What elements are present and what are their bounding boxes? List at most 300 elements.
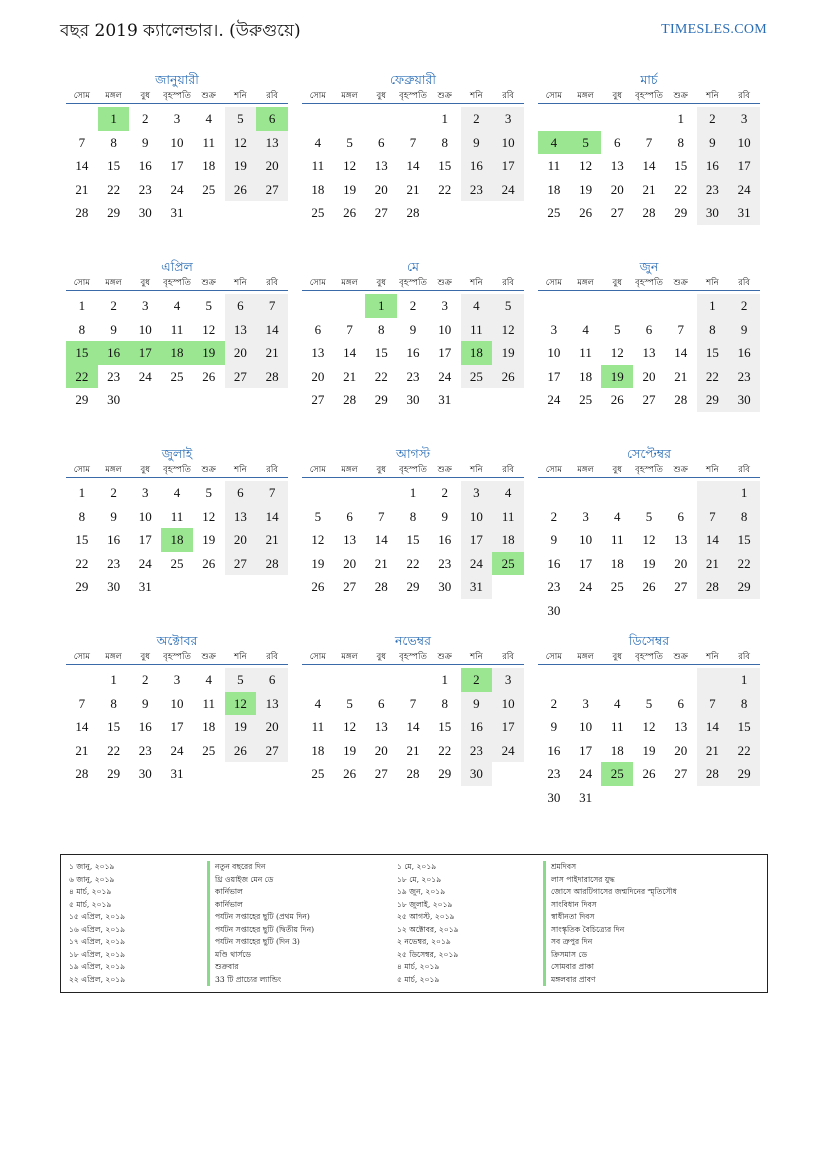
day-cell[interactable]: 11	[311, 719, 325, 734]
day-cell[interactable]: 13	[374, 158, 388, 173]
day-cell[interactable]: 30	[138, 205, 152, 220]
day-cell[interactable]: 24	[728, 178, 760, 202]
day-cell[interactable]: 21	[697, 552, 729, 576]
day-cell[interactable]: 7	[409, 134, 417, 150]
day-cell[interactable]: 9	[110, 508, 117, 524]
day-cell[interactable]: 21	[406, 742, 420, 758]
day-cell[interactable]: 6	[378, 134, 385, 150]
holiday-day-cell[interactable]: 1	[365, 294, 397, 318]
day-cell[interactable]: 25	[311, 205, 325, 220]
day-cell[interactable]: 6	[256, 668, 288, 692]
day-cell[interactable]: 16	[438, 532, 452, 547]
day-cell[interactable]: 20	[256, 715, 288, 739]
day-cell[interactable]: 31	[728, 201, 760, 225]
day-cell[interactable]: 30	[107, 579, 121, 594]
day-cell[interactable]: 9	[142, 695, 149, 711]
day-cell[interactable]: 2	[142, 111, 149, 126]
day-cell[interactable]: 10	[138, 321, 152, 337]
day-cell[interactable]: 28	[697, 575, 729, 599]
day-cell[interactable]: 14	[697, 715, 729, 739]
day-cell[interactable]: 23	[728, 365, 760, 389]
day-cell[interactable]: 7	[645, 134, 653, 150]
day-cell[interactable]: 1	[441, 672, 448, 687]
day-cell[interactable]: 25	[547, 205, 561, 220]
day-cell[interactable]: 6	[225, 294, 257, 318]
day-cell[interactable]: 3	[550, 321, 558, 337]
day-cell[interactable]: 6	[645, 321, 653, 337]
day-cell[interactable]: 9	[550, 719, 558, 734]
day-cell[interactable]: 16	[138, 158, 152, 173]
day-cell[interactable]: 28	[75, 205, 89, 220]
day-cell[interactable]: 14	[406, 719, 420, 734]
day-cell[interactable]: 19	[492, 341, 524, 365]
day-cell[interactable]: 16	[461, 715, 493, 739]
holiday-day-cell[interactable]: 15	[66, 341, 98, 365]
day-cell[interactable]: 6	[614, 134, 621, 150]
holiday-day-cell[interactable]: 18	[161, 528, 193, 552]
day-cell[interactable]: 30	[728, 388, 760, 412]
day-cell[interactable]: 27	[225, 365, 257, 389]
day-cell[interactable]: 27	[674, 579, 688, 594]
day-cell[interactable]: 9	[461, 131, 493, 155]
day-cell[interactable]: 8	[110, 695, 117, 711]
day-cell[interactable]: 13	[225, 505, 257, 529]
day-cell[interactable]: 16	[461, 154, 493, 178]
holiday-day-cell[interactable]: 19	[193, 341, 225, 365]
day-cell[interactable]: 15	[406, 532, 420, 547]
day-cell[interactable]: 12	[579, 158, 593, 173]
day-cell[interactable]: 13	[642, 345, 656, 360]
day-cell[interactable]: 11	[611, 532, 624, 547]
day-cell[interactable]: 27	[256, 739, 288, 763]
day-cell[interactable]: 9	[409, 321, 417, 337]
day-cell[interactable]: 24	[138, 368, 152, 384]
day-cell[interactable]: 15	[674, 158, 688, 173]
day-cell[interactable]: 12	[492, 318, 524, 342]
day-cell[interactable]: 17	[492, 715, 524, 739]
day-cell[interactable]: 20	[374, 181, 388, 197]
day-cell[interactable]: 24	[170, 181, 184, 197]
day-cell[interactable]: 8	[677, 134, 684, 150]
day-cell[interactable]: 19	[343, 742, 357, 758]
day-cell[interactable]: 2	[409, 298, 417, 313]
day-cell[interactable]: 14	[642, 158, 656, 173]
day-cell[interactable]: 6	[346, 508, 353, 524]
day-cell[interactable]: 3	[582, 695, 589, 711]
day-cell[interactable]: 2	[697, 107, 729, 131]
day-cell[interactable]: 22	[438, 181, 452, 197]
day-cell[interactable]: 20	[674, 742, 688, 758]
day-cell[interactable]: 3	[173, 111, 181, 126]
day-cell[interactable]: 23	[697, 178, 729, 202]
day-cell[interactable]: 24	[579, 579, 593, 594]
day-cell[interactable]: 5	[614, 321, 621, 337]
day-cell[interactable]: 25	[311, 766, 325, 781]
day-cell[interactable]: 2	[728, 294, 760, 318]
day-cell[interactable]: 8	[441, 695, 448, 711]
day-cell[interactable]: 9	[110, 321, 117, 337]
day-cell[interactable]: 16	[728, 341, 760, 365]
day-cell[interactable]: 20	[225, 528, 257, 552]
holiday-day-cell[interactable]: 1	[98, 107, 130, 131]
day-cell[interactable]: 27	[674, 766, 688, 781]
day-cell[interactable]: 23	[461, 739, 493, 763]
day-cell[interactable]: 11	[202, 134, 215, 150]
day-cell[interactable]: 27	[343, 579, 357, 594]
day-cell[interactable]: 25	[170, 555, 184, 571]
day-cell[interactable]: 14	[674, 345, 688, 360]
day-cell[interactable]: 31	[138, 579, 152, 594]
day-cell[interactable]: 16	[107, 532, 121, 547]
day-cell[interactable]: 15	[438, 158, 452, 173]
day-cell[interactable]: 28	[674, 392, 688, 407]
day-cell[interactable]: 19	[579, 181, 593, 197]
day-cell[interactable]: 20	[311, 368, 325, 384]
day-cell[interactable]: 20	[610, 181, 624, 197]
day-cell[interactable]: 20	[225, 341, 257, 365]
day-cell[interactable]: 10	[170, 134, 184, 150]
day-cell[interactable]: 12	[311, 532, 325, 547]
day-cell[interactable]: 27	[374, 766, 388, 781]
day-cell[interactable]: 13	[256, 692, 288, 716]
day-cell[interactable]: 30	[107, 392, 121, 407]
holiday-day-cell[interactable]: 16	[98, 341, 130, 365]
day-cell[interactable]: 7	[697, 692, 729, 716]
day-cell[interactable]: 19	[343, 181, 357, 197]
day-cell[interactable]: 26	[492, 365, 524, 389]
day-cell[interactable]: 19	[642, 555, 656, 571]
day-cell[interactable]: 28	[343, 392, 357, 407]
day-cell[interactable]: 8	[78, 508, 86, 524]
day-cell[interactable]: 13	[610, 158, 624, 173]
day-cell[interactable]: 2	[110, 298, 117, 313]
day-cell[interactable]: 20	[642, 368, 656, 384]
day-cell[interactable]: 21	[697, 739, 729, 763]
day-cell[interactable]: 28	[256, 552, 288, 576]
day-cell[interactable]: 21	[343, 368, 357, 384]
day-cell[interactable]: 12	[642, 532, 656, 547]
day-cell[interactable]: 20	[374, 742, 388, 758]
day-cell[interactable]: 8	[441, 134, 448, 150]
day-cell[interactable]: 4	[614, 508, 621, 524]
day-cell[interactable]: 26	[202, 555, 216, 571]
day-cell[interactable]: 17	[138, 532, 152, 547]
day-cell[interactable]: 8	[728, 692, 760, 716]
holiday-day-cell[interactable]: 18	[461, 341, 493, 365]
day-cell[interactable]: 27	[642, 392, 656, 407]
day-cell[interactable]: 8	[409, 508, 417, 524]
day-cell[interactable]: 29	[674, 205, 688, 220]
day-cell[interactable]: 14	[256, 318, 288, 342]
day-cell[interactable]: 8	[110, 134, 117, 150]
day-cell[interactable]: 1	[728, 481, 760, 505]
day-cell[interactable]: 15	[107, 158, 121, 173]
day-cell[interactable]: 25	[170, 368, 184, 384]
day-cell[interactable]: 1	[409, 485, 417, 500]
day-cell[interactable]: 22	[438, 742, 452, 758]
day-cell[interactable]: 28	[256, 365, 288, 389]
day-cell[interactable]: 26	[225, 178, 257, 202]
day-cell[interactable]: 29	[406, 579, 420, 594]
day-cell[interactable]: 15	[728, 715, 760, 739]
day-cell[interactable]: 29	[107, 766, 121, 781]
holiday-day-cell[interactable]: 4	[538, 131, 570, 155]
day-cell[interactable]: 18	[202, 158, 216, 173]
day-cell[interactable]: 9	[697, 131, 729, 155]
day-cell[interactable]: 21	[674, 368, 688, 384]
day-cell[interactable]: 2	[110, 485, 117, 500]
day-cell[interactable]: 17	[492, 154, 524, 178]
day-cell[interactable]: 17	[170, 158, 184, 173]
day-cell[interactable]: 23	[107, 368, 121, 384]
day-cell[interactable]: 11	[611, 719, 624, 734]
day-cell[interactable]: 17	[461, 528, 493, 552]
day-cell[interactable]: 9	[728, 318, 760, 342]
day-cell[interactable]: 15	[107, 719, 121, 734]
day-cell[interactable]: 3	[492, 107, 524, 131]
day-cell[interactable]: 18	[610, 555, 624, 571]
day-cell[interactable]: 14	[697, 528, 729, 552]
day-cell[interactable]: 23	[138, 742, 152, 758]
day-cell[interactable]: 10	[547, 345, 561, 360]
day-cell[interactable]: 3	[142, 485, 149, 500]
day-cell[interactable]: 13	[311, 345, 325, 360]
day-cell[interactable]: 29	[107, 205, 121, 220]
day-cell[interactable]: 27	[610, 205, 624, 220]
day-cell[interactable]: 1	[78, 485, 86, 500]
brand-link[interactable]: TIMESLES.COM	[661, 22, 767, 37]
day-cell[interactable]: 5	[205, 298, 212, 313]
day-cell[interactable]: 13	[374, 719, 388, 734]
day-cell[interactable]: 9	[550, 532, 558, 547]
day-cell[interactable]: 21	[256, 528, 288, 552]
day-cell[interactable]: 22	[107, 742, 121, 758]
day-cell[interactable]: 5	[645, 508, 653, 524]
day-cell[interactable]: 10	[492, 131, 524, 155]
day-cell[interactable]: 4	[205, 111, 212, 126]
day-cell[interactable]: 28	[642, 205, 656, 220]
day-cell[interactable]: 11	[170, 508, 184, 524]
day-cell[interactable]: 21	[642, 181, 656, 197]
holiday-day-cell[interactable]: 25	[601, 762, 633, 786]
day-cell[interactable]: 5	[205, 485, 212, 500]
day-cell[interactable]: 30	[697, 201, 729, 225]
day-cell[interactable]: 6	[225, 481, 257, 505]
day-cell[interactable]: 5	[492, 294, 524, 318]
day-cell[interactable]: 19	[311, 555, 325, 571]
day-cell[interactable]: 25	[610, 579, 624, 594]
day-cell[interactable]: 17	[547, 368, 561, 384]
day-cell[interactable]: 3	[441, 298, 448, 313]
day-cell[interactable]: 14	[406, 158, 420, 173]
day-cell[interactable]: 4	[461, 294, 493, 318]
day-cell[interactable]: 7	[677, 321, 684, 337]
day-cell[interactable]: 26	[343, 205, 357, 220]
day-cell[interactable]: 12	[202, 321, 216, 337]
day-cell[interactable]: 1	[728, 668, 760, 692]
day-cell[interactable]: 24	[461, 552, 493, 576]
day-cell[interactable]: 12	[343, 158, 357, 173]
day-cell[interactable]: 24	[492, 178, 524, 202]
day-cell[interactable]: 16	[547, 555, 561, 571]
day-cell[interactable]: 6	[314, 321, 322, 337]
day-cell[interactable]: 7	[409, 695, 417, 711]
day-cell[interactable]: 20	[256, 154, 288, 178]
day-cell[interactable]: 8	[728, 505, 760, 529]
day-cell[interactable]: 19	[202, 532, 216, 547]
day-cell[interactable]: 26	[343, 766, 357, 781]
day-cell[interactable]: 30	[461, 762, 493, 786]
day-cell[interactable]: 13	[674, 719, 688, 734]
day-cell[interactable]: 2	[142, 672, 149, 687]
day-cell[interactable]: 2	[550, 695, 558, 711]
day-cell[interactable]: 4	[173, 298, 181, 313]
day-cell[interactable]: 31	[438, 392, 452, 407]
day-cell[interactable]: 13	[674, 532, 688, 547]
day-cell[interactable]: 21	[256, 341, 288, 365]
day-cell[interactable]: 6	[677, 508, 684, 524]
day-cell[interactable]: 7	[256, 294, 288, 318]
day-cell[interactable]: 16	[697, 154, 729, 178]
day-cell[interactable]: 7	[346, 321, 353, 337]
day-cell[interactable]: 6	[677, 695, 684, 711]
day-cell[interactable]: 9	[142, 134, 149, 150]
day-cell[interactable]: 4	[205, 672, 212, 687]
day-cell[interactable]: 25	[579, 392, 593, 407]
day-cell[interactable]: 2	[461, 107, 493, 131]
day-cell[interactable]: 3	[173, 672, 181, 687]
day-cell[interactable]: 7	[256, 481, 288, 505]
day-cell[interactable]: 14	[75, 158, 89, 173]
day-cell[interactable]: 12	[343, 719, 357, 734]
day-cell[interactable]: 15	[374, 345, 388, 360]
day-cell[interactable]: 22	[728, 552, 760, 576]
day-cell[interactable]: 29	[728, 762, 760, 786]
day-cell[interactable]: 10	[138, 508, 152, 524]
day-cell[interactable]: 8	[697, 318, 729, 342]
day-cell[interactable]: 18	[311, 742, 325, 758]
day-cell[interactable]: 21	[374, 555, 388, 571]
day-cell[interactable]: 24	[579, 766, 593, 781]
day-cell[interactable]: 23	[547, 766, 561, 781]
day-cell[interactable]: 26	[225, 739, 257, 763]
day-cell[interactable]: 7	[78, 134, 86, 150]
day-cell[interactable]: 10	[438, 321, 452, 337]
day-cell[interactable]: 2	[550, 508, 558, 524]
day-cell[interactable]: 1	[110, 672, 117, 687]
day-cell[interactable]: 5	[225, 107, 257, 131]
day-cell[interactable]: 30	[547, 602, 561, 618]
day-cell[interactable]: 14	[75, 719, 89, 734]
day-cell[interactable]: 17	[170, 719, 184, 734]
holiday-day-cell[interactable]: 6	[256, 107, 288, 131]
day-cell[interactable]: 30	[406, 392, 420, 407]
day-cell[interactable]: 11	[311, 158, 325, 173]
day-cell[interactable]: 23	[547, 579, 561, 594]
day-cell[interactable]: 25	[202, 742, 216, 758]
day-cell[interactable]: 13	[225, 318, 257, 342]
day-cell[interactable]: 11	[170, 321, 184, 337]
day-cell[interactable]: 21	[75, 181, 89, 197]
day-cell[interactable]: 4	[582, 321, 589, 337]
day-cell[interactable]: 4	[492, 481, 524, 505]
day-cell[interactable]: 28	[374, 579, 388, 594]
day-cell[interactable]: 13	[343, 532, 357, 547]
day-cell[interactable]: 29	[374, 392, 388, 407]
day-cell[interactable]: 12	[225, 131, 257, 155]
day-cell[interactable]: 11	[547, 158, 561, 173]
holiday-day-cell[interactable]: 22	[66, 365, 98, 389]
day-cell[interactable]: 25	[461, 365, 493, 389]
day-cell[interactable]: 4	[314, 695, 322, 711]
day-cell[interactable]: 24	[438, 368, 452, 384]
day-cell[interactable]: 16	[138, 719, 152, 734]
day-cell[interactable]: 16	[406, 345, 420, 360]
day-cell[interactable]: 6	[378, 695, 385, 711]
day-cell[interactable]: 14	[374, 532, 388, 547]
day-cell[interactable]: 10	[492, 692, 524, 716]
day-cell[interactable]: 19	[225, 154, 257, 178]
holiday-day-cell[interactable]: 2	[461, 668, 493, 692]
day-cell[interactable]: 17	[579, 555, 593, 571]
day-cell[interactable]: 9	[461, 692, 493, 716]
day-cell[interactable]: 15	[75, 532, 89, 547]
day-cell[interactable]: 22	[674, 181, 688, 197]
day-cell[interactable]: 28	[75, 766, 89, 781]
day-cell[interactable]: 11	[492, 505, 524, 529]
day-cell[interactable]: 28	[406, 766, 420, 781]
day-cell[interactable]: 9	[441, 508, 448, 524]
day-cell[interactable]: 24	[547, 392, 561, 407]
day-cell[interactable]: 18	[547, 181, 561, 197]
day-cell[interactable]: 3	[461, 481, 493, 505]
day-cell[interactable]: 19	[642, 742, 656, 758]
day-cell[interactable]: 12	[202, 508, 216, 524]
day-cell[interactable]: 23	[138, 181, 152, 197]
day-cell[interactable]: 1	[677, 111, 684, 126]
day-cell[interactable]: 22	[406, 555, 420, 571]
day-cell[interactable]: 3	[582, 508, 589, 524]
day-cell[interactable]: 21	[406, 181, 420, 197]
day-cell[interactable]: 24	[170, 742, 184, 758]
day-cell[interactable]: 11	[202, 695, 215, 711]
day-cell[interactable]: 22	[728, 739, 760, 763]
day-cell[interactable]: 30	[138, 766, 152, 781]
holiday-day-cell[interactable]: 18	[161, 341, 193, 365]
day-cell[interactable]: 5	[346, 134, 353, 150]
day-cell[interactable]: 16	[547, 742, 561, 758]
day-cell[interactable]: 5	[346, 695, 353, 711]
day-cell[interactable]: 17	[579, 742, 593, 758]
holiday-day-cell[interactable]: 17	[129, 341, 161, 365]
day-cell[interactable]: 8	[378, 321, 385, 337]
day-cell[interactable]: 18	[579, 368, 593, 384]
day-cell[interactable]: 26	[579, 205, 593, 220]
holiday-day-cell[interactable]: 25	[492, 552, 524, 576]
holiday-day-cell[interactable]: 12	[225, 692, 257, 716]
day-cell[interactable]: 1	[697, 294, 729, 318]
day-cell[interactable]: 26	[642, 766, 656, 781]
day-cell[interactable]: 18	[610, 742, 624, 758]
day-cell[interactable]: 15	[438, 719, 452, 734]
day-cell[interactable]: 31	[170, 205, 184, 220]
day-cell[interactable]: 23	[438, 555, 452, 571]
day-cell[interactable]: 10	[728, 131, 760, 155]
day-cell[interactable]: 4	[173, 485, 181, 500]
day-cell[interactable]: 14	[343, 345, 357, 360]
day-cell[interactable]: 29	[75, 579, 89, 594]
day-cell[interactable]: 31	[579, 789, 593, 805]
